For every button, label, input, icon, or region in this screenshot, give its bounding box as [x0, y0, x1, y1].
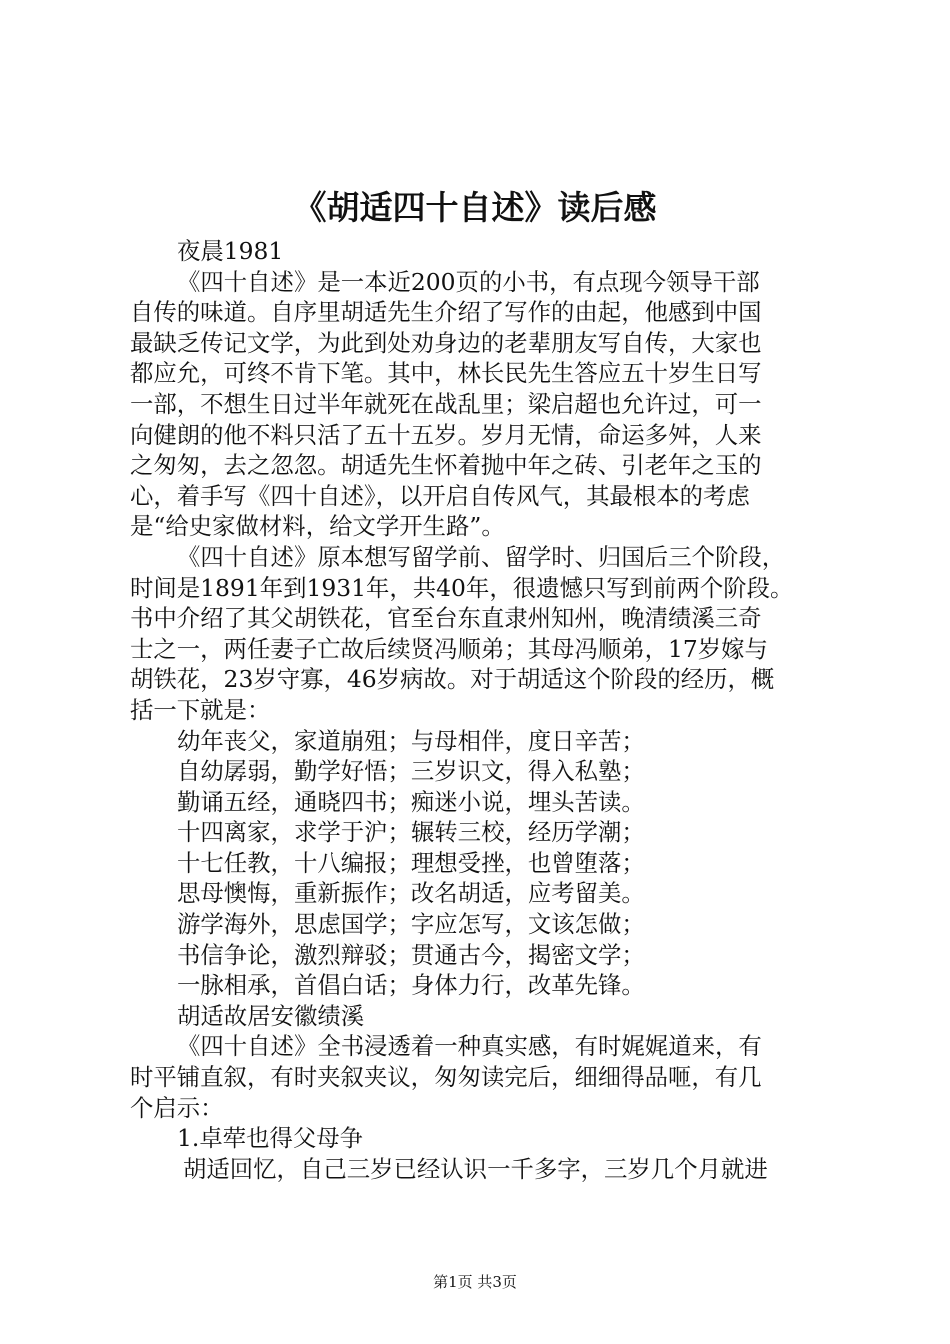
text-line: 时间是1891年到1931年，共40年，很遗憾只写到前两个阶段。 — [130, 573, 794, 602]
text-line: 胡适回忆，自己三岁已经认识一千多字，三岁几个月就进 — [183, 1154, 768, 1183]
text-line: 1.卓荦也得父母争 — [177, 1124, 364, 1153]
text-line: 一脉相承，首倡白话；身体力行，改革先锋。 — [177, 971, 645, 1000]
text-line: 夜晨1981 — [177, 237, 284, 265]
text-line: 自幼孱弱，勤学好悟；三岁识文，得入私塾； — [177, 757, 645, 786]
text-line: 幼年丧父，家道崩殂；与母相伴，度日辛苦； — [177, 726, 645, 755]
document-body — [130, 236, 835, 1184]
text-line: 自传的味道。自序里胡适先生介绍了写作的由起，他感到中国 — [130, 298, 762, 327]
text-line: 《四十自述》原本想写留学前、留学时、归国后三个阶段， — [177, 542, 786, 571]
text-line: 心，着手写《四十自述》，以开启自传风气，其最根本的考虑 — [130, 481, 750, 510]
text-line: 胡铁花，23岁守寡，46岁病故。对于胡适这个阶段的经历，概 — [130, 665, 775, 694]
text-line: 胡适故居安徽绩溪 — [177, 1001, 365, 1030]
text-line: 游学海外，思虑国学；字应怎写，文该怎做； — [177, 910, 645, 939]
text-line: 十七任教，十八编报；理想受挫，也曾堕落； — [177, 848, 645, 877]
text-line: 《四十自述》全书浸透着一种真实感，有时娓娓道来，有 — [177, 1032, 762, 1061]
document-title: 《胡适四十自述》读后感 — [293, 188, 657, 227]
text-line: 一部，不想生日过半年就死在战乱里；梁启超也允许过，可一 — [130, 389, 762, 418]
page-footer: 第1页 共3页 — [433, 1273, 517, 1291]
text-line: 都应允，可终不肯下笔。其中，林长民先生答应五十岁生日写 — [130, 359, 762, 388]
text-line: 《四十自述》是一本近200页的小书，有点现今领导干部 — [177, 267, 760, 296]
text-line: 之匆匆，去之忽忽。胡适先生怀着抛中年之砖、引老年之玉的 — [130, 451, 762, 480]
text-line: 时平铺直叙，有时夹叙夹议，匆匆读完后，细细得品咂，有几 — [130, 1063, 762, 1092]
text-line: 向健朗的他不料只活了五十五岁。岁月无情，命运多舛，人来 — [130, 420, 762, 449]
text-line: 士之一，两任妻子亡故后续贤冯顺弟；其母冯顺弟，17岁嫁与 — [130, 634, 768, 663]
text-line: 个启示： — [130, 1093, 224, 1122]
text-line: 书信争论，激烈辩驳；贯通古今，揭密文学； — [177, 940, 645, 969]
text-line: 思母懊悔，重新振作；改名胡适，应考留美。 — [177, 879, 645, 908]
text-line: 是“给史家做材料，给文学开生路”。 — [130, 512, 505, 541]
text-line: 书中介绍了其父胡铁花，官至台东直隶州知州，晚清绩溪三奇 — [130, 604, 762, 633]
text-line: 十四离家，求学于沪；辗转三校，经历学潮； — [177, 818, 645, 847]
text-line: 最缺乏传记文学，为此到处劝身边的老辈朋友写自传，大家也 — [130, 328, 762, 357]
text-line: 勤诵五经，通晓四书；痴迷小说，埋头苦读。 — [177, 787, 645, 816]
text-line: 括一下就是： — [130, 695, 271, 724]
